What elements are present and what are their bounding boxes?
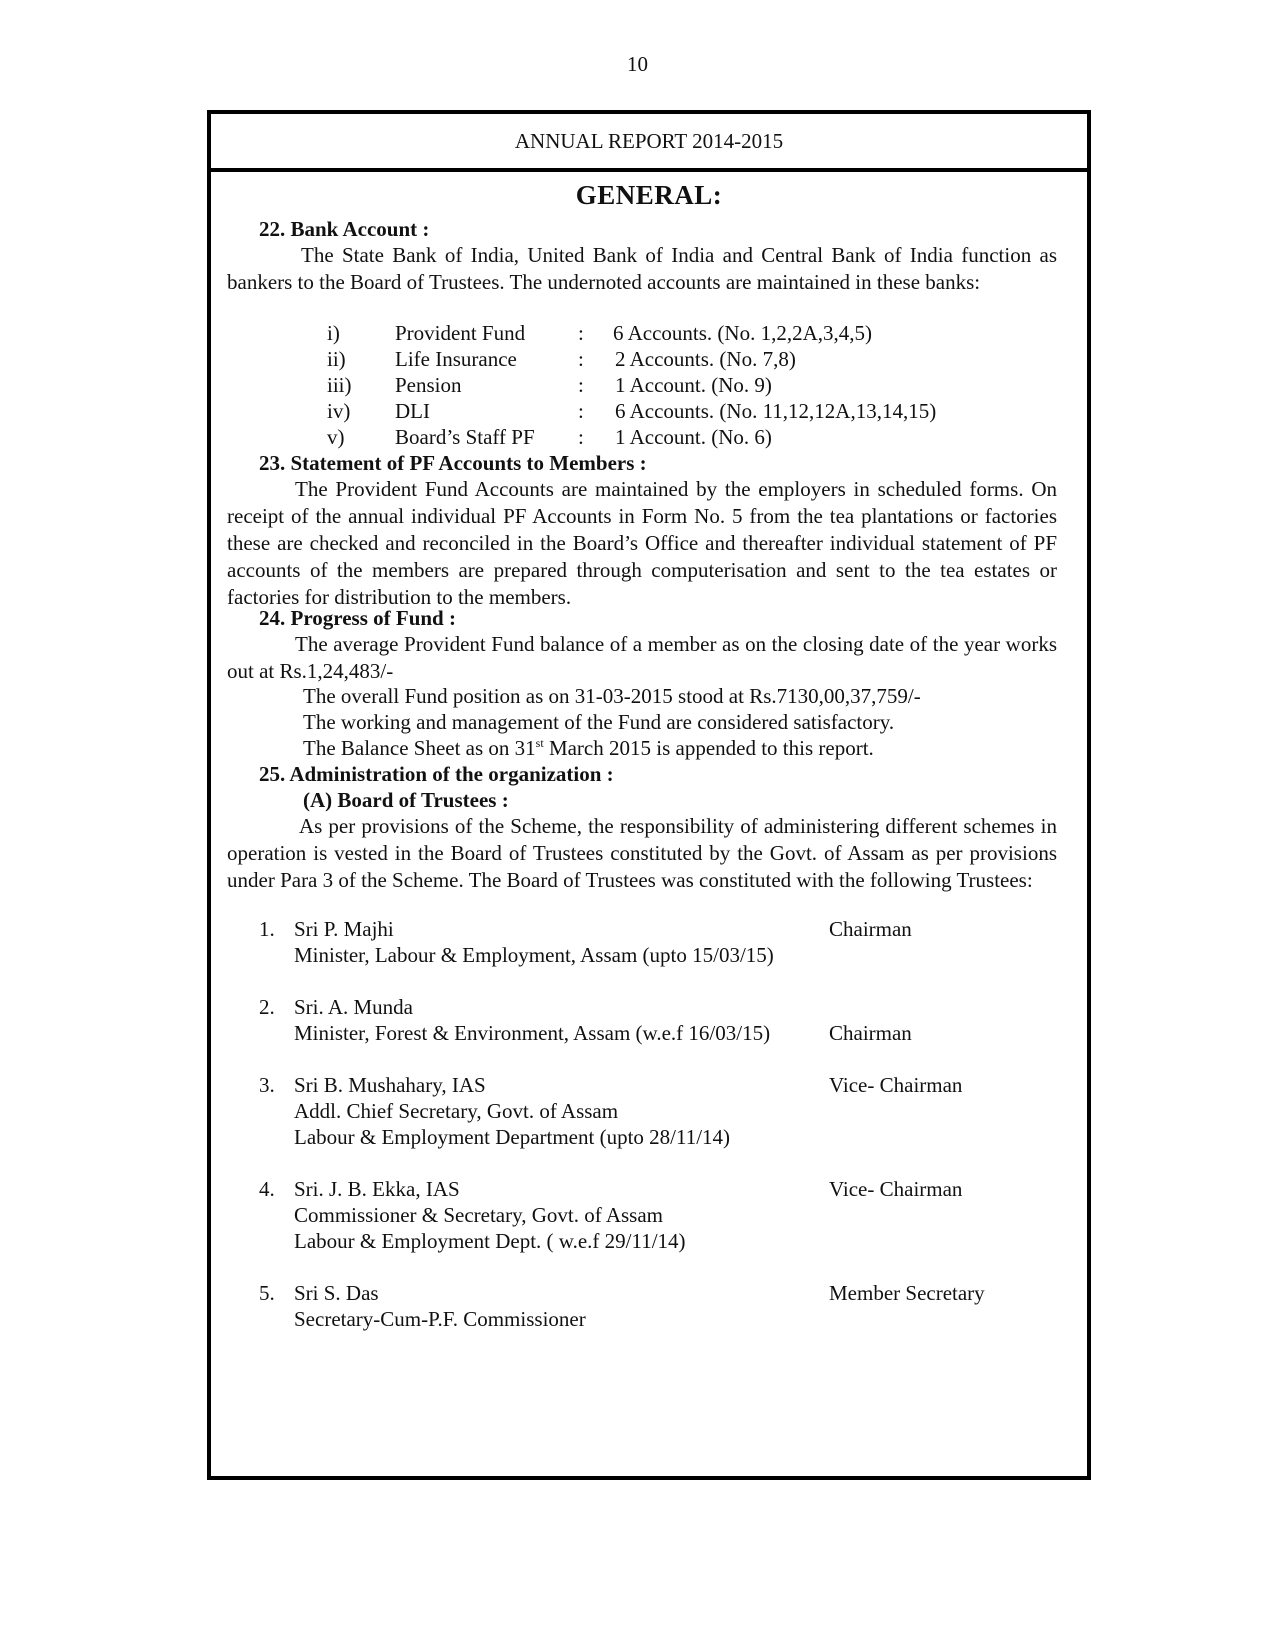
fund-position-line: The overall Fund position as on 31-03-2015 stood at Rs.7130,00,37,759/- — [303, 684, 921, 708]
account-separator: : — [578, 373, 584, 397]
account-detail: 6 Accounts. (No. 11,12,12A,13,14,15) — [615, 399, 937, 423]
trustee-name: Sri. J. B. Ekka, IAS — [294, 1177, 460, 1201]
board-of-trustees-subheading: (A) Board of Trustees : — [303, 788, 509, 812]
section-25-body: As per provisions of the Scheme, the responsibility of administering different schemes in operation is vested in the Board of Trustees constituted by the Govt. of Assam as per provisions under Para 3 of the Scheme. The Board of Trustees was constituted with the following Trustees: — [227, 814, 1057, 892]
trustee-designation: Commissioner & Secretary, Govt. of Assam — [294, 1203, 664, 1227]
account-name: Pension — [395, 373, 462, 397]
report-content — [211, 172, 1087, 1476]
page-number: 10 — [627, 52, 648, 76]
section-24-body: The average Provident Fund balance of a member as on the closing date of the year works out at Rs.1,24,483/- — [227, 632, 1057, 683]
account-separator: : — [578, 321, 584, 345]
trustee-role: Vice- Chairman — [829, 1073, 963, 1097]
trustee-department: Labour & Employment Dept. ( w.e.f 29/11/14) — [294, 1229, 686, 1253]
trustee-name: Sri P. Majhi — [294, 917, 394, 941]
trustee-name: Sri B. Mushahary, IAS — [294, 1073, 486, 1097]
account-number: iv) — [327, 399, 351, 423]
account-detail: 1 Account. (No. 9) — [615, 373, 772, 397]
balance-sheet-line: The Balance Sheet as on 31st March 2015 is appended to this report. — [303, 736, 874, 760]
account-number: v) — [327, 425, 345, 449]
trustee-designation: Addl. Chief Secretary, Govt. of Assam — [294, 1099, 619, 1123]
trustee-number: 4. — [259, 1177, 275, 1201]
trustee-department: Labour & Employment Department (upto 28/11/14) — [294, 1125, 731, 1149]
account-separator: : — [578, 399, 584, 423]
trustee-role: Chairman — [829, 917, 912, 941]
section-23-heading: 23. Statement of PF Accounts to Members : — [259, 451, 647, 475]
account-number: iii) — [327, 373, 352, 397]
trustee-role: Chairman — [829, 1021, 912, 1045]
trustee-name: Sri. A. Munda — [294, 995, 414, 1019]
account-name: Life Insurance — [395, 347, 517, 371]
account-name: DLI — [395, 399, 430, 423]
trustee-role: Member Secretary — [829, 1281, 985, 1305]
section-25-heading: 25. Administration of the organization : — [259, 762, 614, 786]
section-22-intro: The State Bank of India, United Bank of India and Central Bank of India function as bankers to the Board of Trustees. The undernoted accounts are maintained in these banks: — [227, 243, 1057, 294]
fund-management-line: The working and management of the Fund are considered satisfactory. — [303, 710, 895, 734]
account-detail: 1 Account. (No. 6) — [615, 425, 772, 449]
account-number: ii) — [327, 347, 346, 371]
trustee-designation: Minister, Forest & Environment, Assam (w.e.f 16/03/15) — [294, 1021, 771, 1045]
section-22-heading: 22. Bank Account : — [259, 217, 430, 241]
account-detail: 2 Accounts. (No. 7,8) — [615, 347, 796, 371]
account-separator: : — [578, 347, 584, 371]
trustee-role: Vice- Chairman — [829, 1177, 963, 1201]
section-24-heading: 24. Progress of Fund : — [259, 606, 456, 630]
trustee-number: 5. — [259, 1281, 275, 1305]
account-name: Provident Fund — [395, 321, 526, 345]
trustee-designation: Minister, Labour & Employment, Assam (upto 15/03/15) — [294, 943, 774, 967]
trustee-number: 2. — [259, 995, 275, 1019]
trustee-name: Sri S. Das — [294, 1281, 379, 1305]
report-frame — [207, 110, 1091, 1480]
account-name: Board’s Staff PF — [395, 425, 535, 449]
account-detail: 6 Accounts. (No. 1,2,2A,3,4,5) — [613, 321, 872, 345]
trustee-number: 3. — [259, 1073, 275, 1097]
account-number: i) — [327, 321, 340, 345]
trustee-number: 1. — [259, 917, 275, 941]
report-header: ANNUAL REPORT 2014-2015 — [211, 114, 1087, 172]
trustee-designation: Secretary-Cum-P.F. Commissioner — [294, 1307, 586, 1331]
section-23-body: The Provident Fund Accounts are maintained by the employers in scheduled forms. On receipt of the annual individual PF Accounts in Form No. 5 from the tea plantations or factories these are checked and reconciled in the Board’s Office and thereafter individual statement of PF accounts of the members are prepared through computerisation and sent to the tea estates or factories for distribution to the members. — [227, 477, 1057, 609]
account-separator: : — [578, 425, 584, 449]
section-title: GENERAL: — [575, 180, 723, 210]
